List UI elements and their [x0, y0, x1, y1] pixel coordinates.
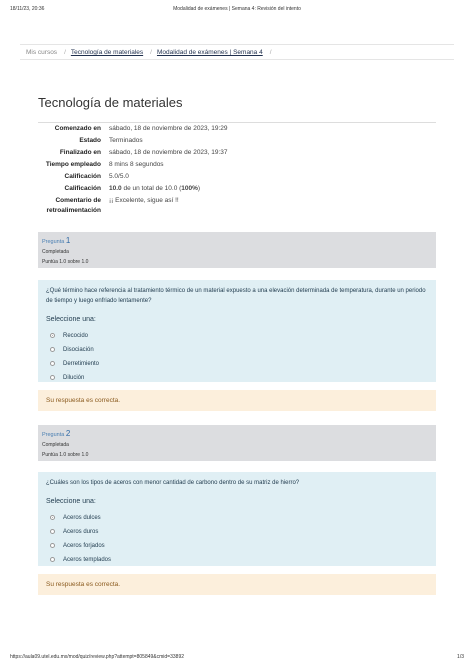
summary-key: Comentario de retroalimentación — [46, 197, 101, 214]
question-text: ¿Qué término hace referencia al tratamiento térmico de un material expuesto a una elevación determinada de temperatura, durante un periodo de tiempo y luego enfriado lentamente? — [46, 288, 426, 304]
answer-option[interactable] — [46, 525, 428, 539]
answer-option[interactable] — [46, 343, 428, 357]
summary-key: Calificación — [64, 185, 101, 192]
summary-value: sábado, 18 de noviembre de 2023, 19:29 — [109, 125, 228, 132]
question-state: Completada — [42, 249, 69, 255]
summary-row — [38, 195, 436, 217]
question-2-feedback: Su respuesta es correcta. — [38, 574, 436, 595]
breadcrumb-item-my-courses[interactable]: Mis cursos — [26, 49, 58, 56]
question-number-value: 2 — [65, 429, 71, 438]
question-1-info — [38, 232, 436, 268]
question-text: ¿Cuáles son los tipos de aceros con menor cantidad de carbono dentro de su matriz de hierro? — [46, 480, 300, 486]
summary-key: Finalizado en — [59, 149, 101, 156]
answer-option[interactable] — [46, 329, 428, 343]
question-label: Pregunta — [42, 432, 65, 438]
option-label: Recocido — [63, 333, 89, 339]
option-label: Aceros dulces — [63, 515, 101, 521]
radio-button[interactable] — [50, 557, 55, 562]
option-label: Aceros forjados — [63, 543, 105, 549]
print-date: 18/11/23, 20:36 — [10, 6, 45, 12]
summary-row — [38, 123, 436, 135]
print-title: Modalidad de exámenes | Semana 4: Revisión del intento — [173, 6, 301, 12]
option-label: Aceros duros — [63, 529, 99, 535]
summary-value: 5.0/5.0 — [109, 173, 129, 180]
summary-row — [38, 159, 436, 171]
page-title: Tecnología de materiales — [38, 94, 183, 110]
question-mark: Puntúa 1.0 sobre 1.0 — [42, 452, 89, 458]
summary-key: Calificación — [64, 173, 101, 180]
radio-button[interactable] — [50, 375, 55, 380]
breadcrumb-separator: / — [150, 49, 152, 56]
question-label: Pregunta — [42, 239, 65, 245]
print-url: https://aula09.utel.edu.mx/mod/quiz/review.php?attempt=805849&cmid=33892 — [10, 654, 185, 660]
question-number — [42, 236, 432, 245]
option-label: Dilución — [63, 375, 85, 381]
answer-option[interactable] — [46, 553, 428, 567]
print-header — [10, 6, 464, 16]
answer-prompt: Seleccione una: — [46, 498, 96, 505]
breadcrumb-separator: / — [64, 49, 66, 56]
summary-key: Estado — [79, 137, 101, 144]
summary-row — [38, 171, 436, 183]
breadcrumb — [20, 44, 454, 60]
radio-button[interactable] — [50, 515, 55, 520]
answer-options — [46, 329, 428, 385]
summary-value: 8 mins 8 segundos — [109, 161, 164, 168]
summary-row — [38, 135, 436, 147]
attempt-summary — [38, 122, 436, 217]
question-2-info — [38, 425, 436, 461]
question-mark: Puntúa 1.0 sobre 1.0 — [42, 259, 89, 265]
question-number — [42, 429, 432, 438]
summary-value: 10.0 de un total de 10.0 (100%) — [109, 185, 201, 192]
summary-value: ¡¡ Excelente, sigue así !! — [109, 197, 179, 204]
radio-button[interactable] — [50, 361, 55, 366]
summary-key: Tiempo empleado — [45, 161, 101, 168]
print-footer — [10, 654, 464, 664]
question-number-value: 1 — [65, 236, 71, 245]
answer-prompt: Seleccione una: — [46, 316, 96, 323]
summary-row — [38, 147, 436, 159]
print-page-count: 1/3 — [457, 654, 464, 660]
summary-table — [38, 123, 436, 217]
summary-row — [38, 183, 436, 195]
radio-button[interactable] — [50, 347, 55, 352]
question-2-formulation — [38, 472, 436, 566]
breadcrumb-item-course[interactable]: Tecnología de materiales — [70, 49, 144, 56]
answer-option[interactable] — [46, 539, 428, 553]
summary-value: Terminados — [109, 137, 143, 144]
answer-option[interactable] — [46, 371, 428, 385]
question-1-formulation — [38, 280, 436, 382]
option-label: Disociación — [63, 347, 94, 353]
answer-option[interactable] — [46, 511, 428, 525]
breadcrumb-separator: / — [269, 49, 272, 56]
answer-options — [46, 511, 428, 567]
question-state: Completada — [42, 442, 69, 448]
radio-button[interactable] — [50, 529, 55, 534]
summary-key: Comenzado en — [54, 125, 101, 132]
radio-button[interactable] — [50, 333, 55, 338]
radio-button[interactable] — [50, 543, 55, 548]
breadcrumb-item-quiz[interactable]: Modalidad de exámenes | Semana 4 — [156, 49, 263, 56]
option-label: Derretimiento — [63, 361, 100, 367]
answer-option[interactable] — [46, 357, 428, 371]
question-1-feedback: Su respuesta es correcta. — [38, 390, 436, 411]
summary-value: sábado, 18 de noviembre de 2023, 19:37 — [109, 149, 228, 156]
option-label: Aceros templados — [63, 557, 112, 563]
